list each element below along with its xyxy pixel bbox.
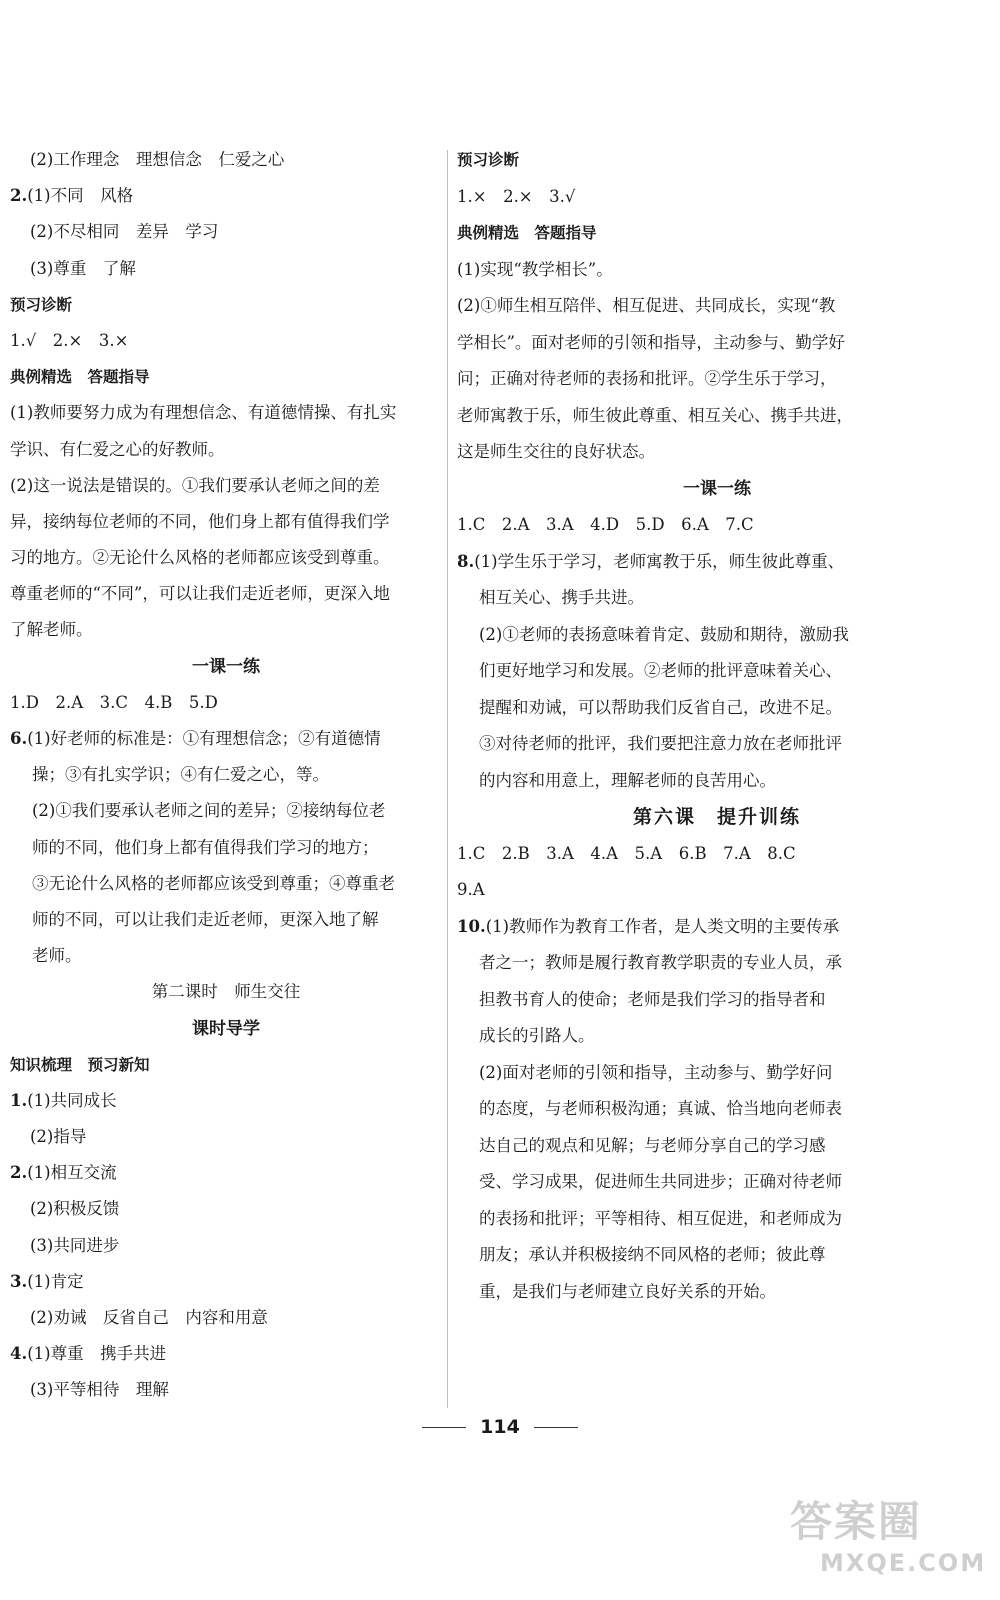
answer-line xyxy=(457,544,977,581)
answer-line: (2)工作理念 理想信念 仁爱之心 xyxy=(30,150,285,169)
answer-line: 师的不同，他们身上都有值得我们学习的地方； xyxy=(32,837,379,857)
answer-line: (1)实现“教学相长”。 xyxy=(457,259,613,279)
question-number: 3. xyxy=(10,1271,28,1291)
answer-text: (1)相互交流 xyxy=(27,1163,117,1183)
question-number: 4. xyxy=(10,1344,28,1364)
answer-line xyxy=(10,1264,442,1300)
answer-line: (2)①我们要承认老师之间的差异；②接纳每位老 xyxy=(32,801,386,821)
answer-line: 担教书育人的使命；老师是我们学习的指导者和 xyxy=(479,989,826,1009)
watermark-title: 答案圈 xyxy=(790,1497,923,1546)
answer-line: (2)面对老师的引领和指导，主动参与、勤学好问 xyxy=(479,1062,833,1082)
section-title: 一课一练 xyxy=(192,656,260,677)
page-number: 114 xyxy=(480,1416,520,1438)
answer-line: 师的不同，可以让我们走近老师，更深入地了解 xyxy=(32,909,379,929)
answer-text: (1)不同 风格 xyxy=(27,186,134,206)
answer-line: (3)共同进步 xyxy=(30,1235,120,1255)
page-number-footer xyxy=(0,1416,1000,1438)
answer-line: (2)积极反馈 xyxy=(30,1199,120,1219)
answer-line: 重，是我们与老师建立良好关系的开始。 xyxy=(479,1281,776,1301)
answer-line: 的表扬和批评；平等相待、相互促进，和老师成为 xyxy=(479,1208,842,1228)
footer-rule-left xyxy=(422,1427,466,1428)
answer-line: 成长的引路人。 xyxy=(479,1026,595,1045)
question-number: 1. xyxy=(10,1090,28,1110)
answer-text: (1)共同成长 xyxy=(27,1090,117,1110)
answer-line: 习的地方。②无论什么风格的老师都应该受到尊重。 xyxy=(10,548,390,568)
lesson-subtitle: 第二课时 师生交往 xyxy=(151,982,301,1002)
answer-line: 们更好地学习和发展。②老师的批评意味着关心、 xyxy=(479,661,842,680)
section-heading: 典例精选 答题指导 xyxy=(457,224,597,242)
choice-answers: 9.A xyxy=(457,880,485,899)
choice-answers: 1.C 2.B 3.A 4.A 5.A 6.B 7.A 8.C xyxy=(457,843,796,863)
answer-line: 学相长”。面对老师的引领和指导，主动参与、勤学好 xyxy=(457,332,845,352)
answer-line: 这是师生交往的良好状态。 xyxy=(457,442,655,461)
question-number: 8. xyxy=(457,551,475,571)
column-divider xyxy=(447,150,448,1408)
answer-line: 了解老师。 xyxy=(10,620,93,640)
answer-line: 老师寓教于乐，师生彼此尊重、相互关心、携手共进， xyxy=(457,405,853,425)
answer-line: (3)尊重 了解 xyxy=(30,258,136,278)
question-number: 10. xyxy=(457,916,486,936)
answer-line: 的内容和用意上，理解老师的良苦用心。 xyxy=(479,770,776,790)
answer-line: 相互关心、携手共进。 xyxy=(479,588,644,607)
answer-line: 尊重老师的“不同”，可以让我们走近老师，更深入地 xyxy=(10,584,390,604)
section-heading: 知识梳理 预习新知 xyxy=(10,1055,150,1074)
choice-answers: 1.C 2.A 3.A 4.D 5.D 6.A 7.C xyxy=(457,515,754,534)
answer-line: 异，接纳每位老师的不同，他们身上都有值得我们学 xyxy=(10,511,390,531)
answer-line: 提醒和劝诫，可以帮助我们反省自己，改进不足。 xyxy=(479,697,842,717)
section-title: 一课一练 xyxy=(683,478,751,499)
answer-line xyxy=(10,721,442,757)
answer-line: (2)①师生相互陪伴、相互促进、共同成长，实现“教 xyxy=(457,296,836,315)
choice-answers: 1.√ 2.× 3.× xyxy=(10,330,129,350)
section-title: 课时导学 xyxy=(192,1018,260,1039)
answer-line: (2)不尽相同 差异 学习 xyxy=(30,222,219,242)
answer-text: (1)学生乐于学习，老师寓教于乐，师生彼此尊重、 xyxy=(474,551,845,571)
lesson-title: 第六课 提升训练 xyxy=(632,806,801,828)
answer-text: (1)肯定 xyxy=(27,1271,84,1291)
section-heading: 预习诊断 xyxy=(457,151,520,169)
answer-line: 朋友；承认并积极接纳不同风格的老师；彼此尊 xyxy=(479,1245,826,1264)
answer-line: (2)①老师的表扬意味着肯定、鼓励和期待，激励我 xyxy=(479,624,849,644)
answer-line: 者之一；教师是履行教育教学职责的专业人员，承 xyxy=(479,953,842,972)
answer-line: 受、学习成果，促进师生共同进步；正确对待老师 xyxy=(479,1172,842,1191)
answer-line: 的态度，与老师积极沟通；真诚、恰当地向老师表 xyxy=(479,1099,842,1118)
answer-line: 操；③有扎实学识；④有仁爱之心，等。 xyxy=(32,765,329,785)
question-number: 2. xyxy=(10,1163,28,1183)
right-column xyxy=(457,142,977,1310)
answer-text: (1)教师作为教育工作者，是人类文明的主要传承 xyxy=(485,916,840,936)
answer-line xyxy=(10,1336,442,1372)
section-heading: 典例精选 答题指导 xyxy=(10,368,150,387)
answer-line: (2)这一说法是错误的。①我们要承认老师之间的差 xyxy=(10,475,380,495)
answer-text: (1)尊重 携手共进 xyxy=(27,1344,167,1364)
answer-line: (2)劝诫 反省自己 内容和用意 xyxy=(30,1308,268,1327)
answer-line: 达自己的观点和见解；与老师分享自己的学习感 xyxy=(479,1135,826,1155)
answer-line: 学识、有仁爱之心的好教师。 xyxy=(10,439,225,459)
answer-text: (1)好老师的标准是：①有理想信念；②有道德情 xyxy=(27,729,381,748)
question-number: 6. xyxy=(10,729,28,748)
question-number: 2. xyxy=(10,186,28,206)
footer-rule-right xyxy=(534,1427,578,1428)
choice-answers: 1.D 2.A 3.C 4.B 5.D xyxy=(10,692,218,712)
answer-line: ③无论什么风格的老师都应该受到尊重；④尊重老 xyxy=(32,873,395,893)
watermark-url: MXQE.COM xyxy=(820,1549,987,1577)
answer-line: 问；正确对待老师的表扬和批评。②学生乐于学习， xyxy=(457,369,837,388)
answer-line xyxy=(10,1083,442,1119)
answer-line: (2)指导 xyxy=(30,1127,87,1147)
answer-line xyxy=(457,909,977,946)
answer-line: (3)平等相待 理解 xyxy=(30,1380,169,1400)
answer-line: ③对待老师的批评，我们要把注意力放在老师批评 xyxy=(479,734,842,753)
answer-line xyxy=(10,178,442,214)
choice-answers: 1.× 2.× 3.√ xyxy=(457,186,576,206)
answer-line xyxy=(10,1155,442,1191)
answer-line: (1)教师要努力成为有理想信念、有道德情操、有扎实 xyxy=(10,403,397,423)
answer-line: 老师。 xyxy=(32,946,82,966)
left-column xyxy=(10,142,442,1409)
section-heading: 预习诊断 xyxy=(10,295,73,314)
watermark-logo xyxy=(790,1498,990,1594)
